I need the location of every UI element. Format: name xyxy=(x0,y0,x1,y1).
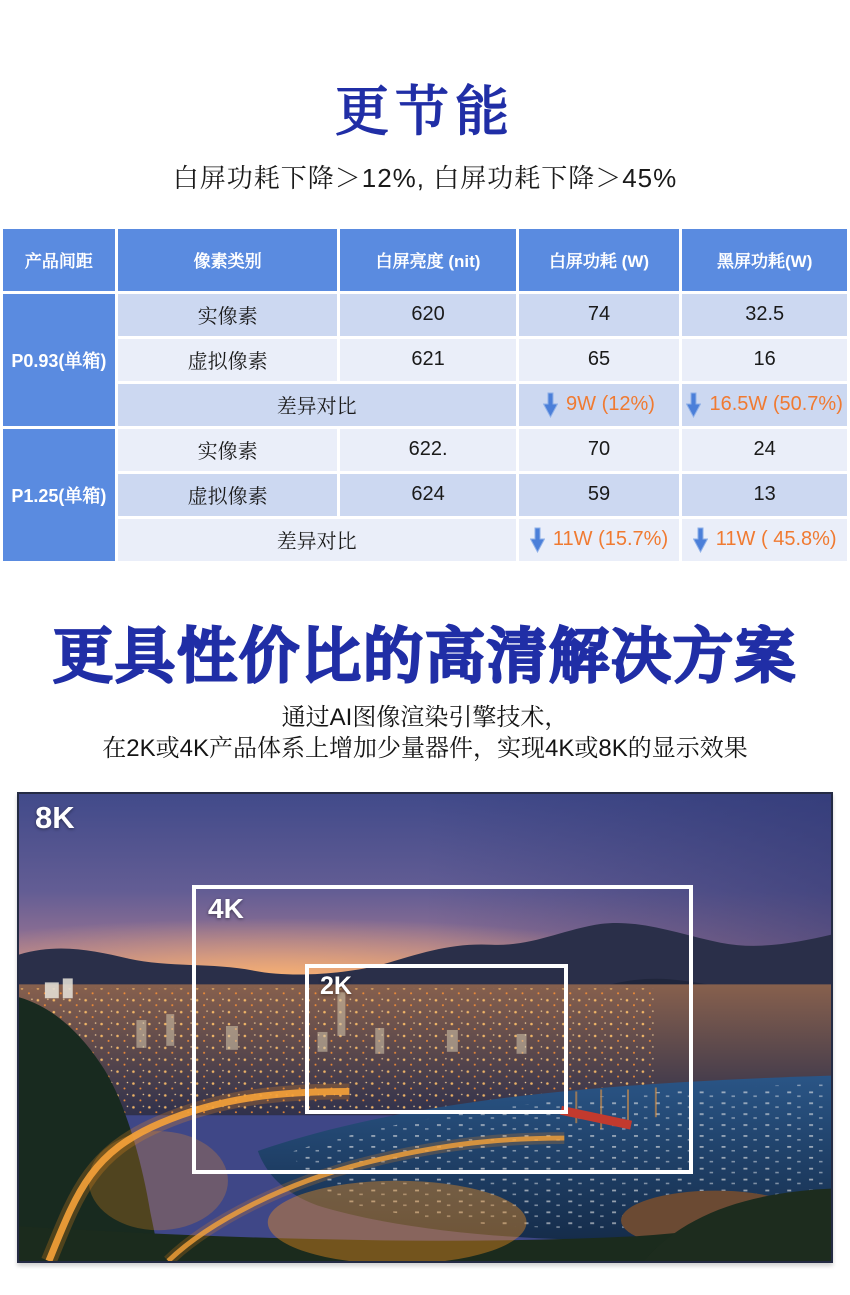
product-p125-cell: P1.25(单箱) xyxy=(3,429,115,561)
header-black-power: 黑屏功耗(W) xyxy=(682,229,847,291)
table-row xyxy=(3,294,847,336)
down-arrow-icon xyxy=(530,527,545,553)
header-white-power: 白屏功耗 (W) xyxy=(519,229,680,291)
table-row xyxy=(3,339,847,381)
rect-2k-overlay xyxy=(305,964,568,1114)
diff-value: 11W ( 45.8%) xyxy=(715,528,837,551)
white-power-cell: 65 xyxy=(519,339,680,381)
down-arrow-icon xyxy=(543,392,558,418)
black-power-cell: 16 xyxy=(682,339,847,381)
header-product-pitch: 产品间距 xyxy=(3,229,115,291)
brightness-cell: 621 xyxy=(340,339,515,381)
brightness-cell: 622. xyxy=(340,429,515,471)
diff-black-power-cell xyxy=(682,519,847,561)
brightness-cell: 624 xyxy=(340,474,515,516)
diff-black-power-cell xyxy=(682,384,847,426)
hd-solution-title: 更具性价比的高清解决方案 xyxy=(53,622,797,690)
energy-title: 更节能 xyxy=(335,82,515,142)
diff-value: 16.5W (50.7%) xyxy=(709,393,843,416)
header-pixel-type: 像素类别 xyxy=(118,229,338,291)
label-8k: 8K xyxy=(35,800,75,836)
black-power-cell: 32.5 xyxy=(682,294,847,336)
rect-4k-overlay xyxy=(192,885,693,1174)
diff-white-power-cell xyxy=(519,384,680,426)
down-arrow-icon xyxy=(686,392,701,418)
pixel-type-cell: 实像素 xyxy=(118,294,338,336)
power-consumption-table xyxy=(0,226,850,564)
diff-label-cell: 差异对比 xyxy=(118,384,516,426)
diff-label-cell: 差异对比 xyxy=(118,519,516,561)
white-power-cell: 74 xyxy=(519,294,680,336)
diff-white-power-cell xyxy=(519,519,680,561)
black-power-cell: 13 xyxy=(682,474,847,516)
hd-solution-description xyxy=(0,702,850,765)
header-white-brightness: 白屏亮度 (nit) xyxy=(340,229,515,291)
label-2k: 2K xyxy=(320,972,352,1001)
down-arrow-icon xyxy=(693,527,708,553)
label-4k: 4K xyxy=(208,893,244,925)
diff-value: 11W (15.7%) xyxy=(552,528,669,551)
table-row xyxy=(3,474,847,516)
black-power-cell: 24 xyxy=(682,429,847,471)
diff-row xyxy=(3,384,847,426)
table-row xyxy=(3,429,847,471)
diff-value: 9W (12%) xyxy=(566,393,655,416)
resolution-comparison-image xyxy=(17,792,833,1263)
brightness-cell: 620 xyxy=(340,294,515,336)
desc-line-1: 通过AI图像渲染引擎技术， xyxy=(281,703,569,731)
product-p093-cell: P0.93(单箱) xyxy=(3,294,115,426)
table-header-row xyxy=(3,229,847,291)
white-power-cell: 59 xyxy=(519,474,680,516)
white-power-cell: 70 xyxy=(519,429,680,471)
energy-subtitle: 白屏功耗下降＞12%, 白屏功耗下降＞45% xyxy=(172,162,678,193)
desc-line-2: 在2K或4K产品体系上增加少量器件，实现4K或8K的显示效果 xyxy=(102,735,748,763)
pixel-type-cell: 实像素 xyxy=(118,429,338,471)
diff-row xyxy=(3,519,847,561)
pixel-type-cell: 虚拟像素 xyxy=(118,474,338,516)
pixel-type-cell: 虚拟像素 xyxy=(118,339,338,381)
